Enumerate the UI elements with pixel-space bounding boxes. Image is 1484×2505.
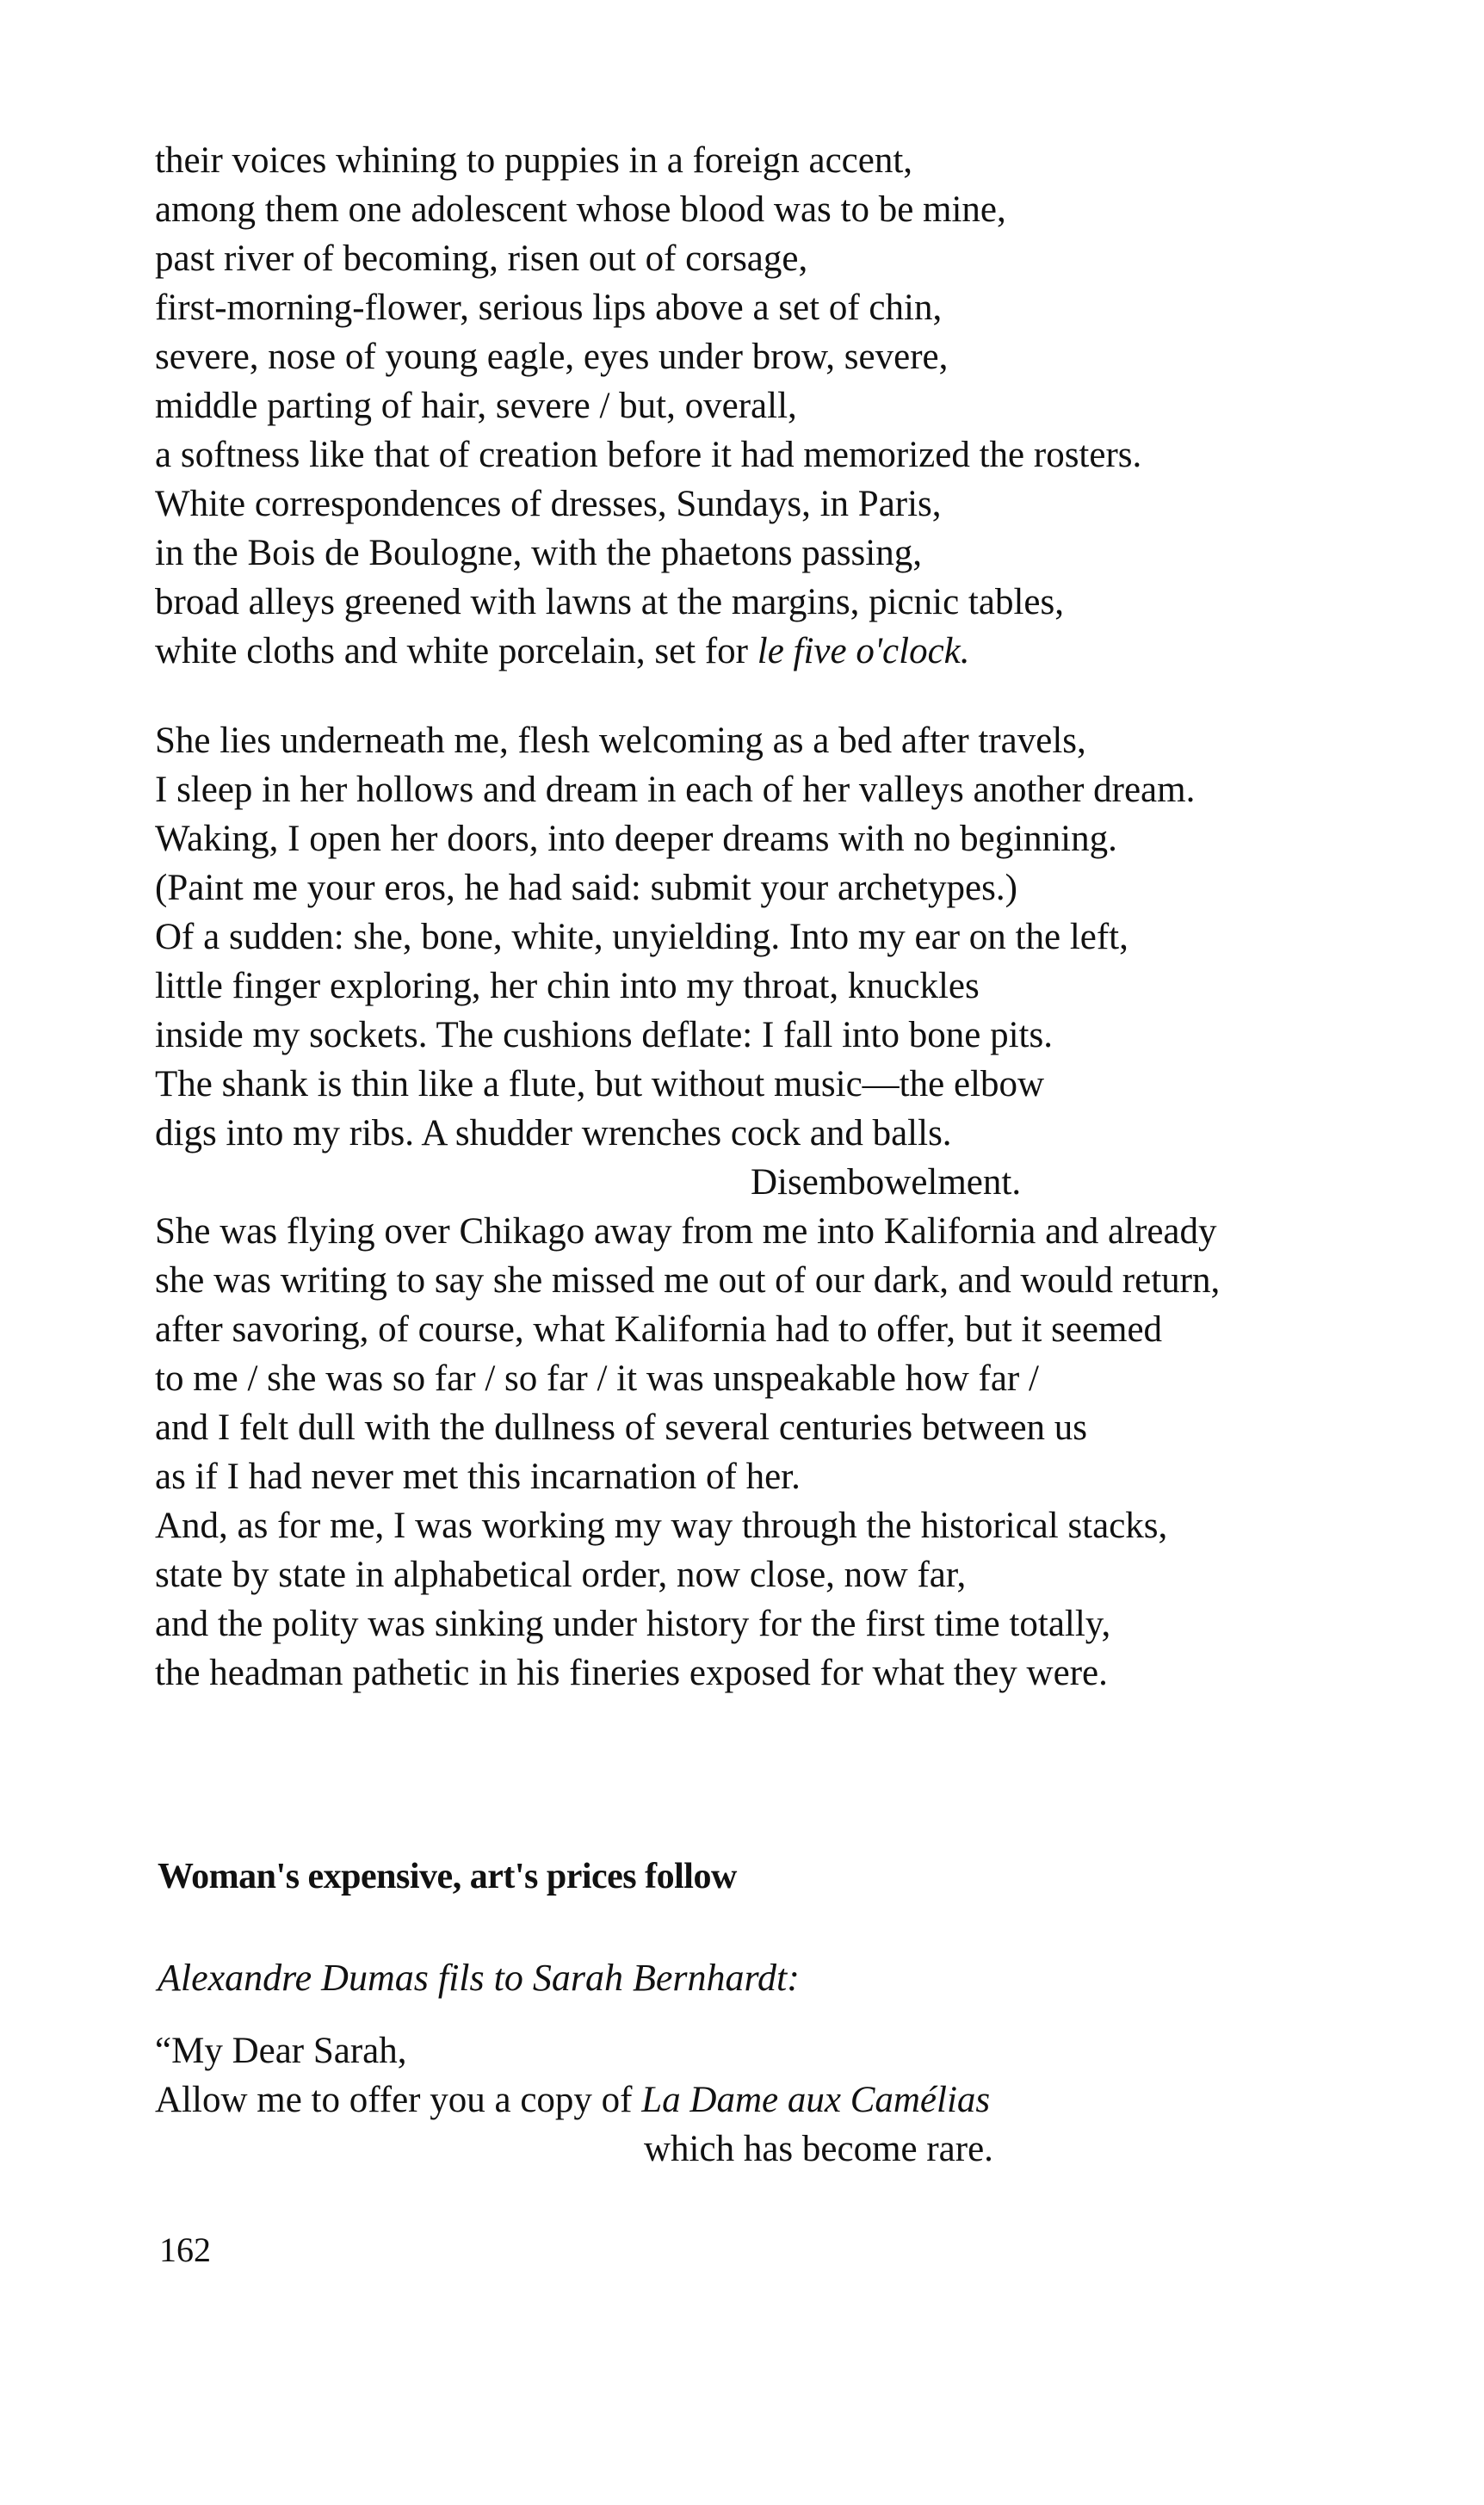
page-number: 162 — [159, 2230, 211, 2269]
poem-line: middle parting of hair, severe / but, overall, — [155, 386, 797, 426]
poem-line: She lies underneath me, flesh welcoming as a bed after travels, — [155, 721, 1086, 761]
letter-line-text: Allow me to offer you a copy of — [155, 2080, 642, 2120]
poem-line: severe, nose of young eagle, eyes under brow, severe, — [155, 337, 949, 377]
poem-line: inside my sockets. The cushions deflate: I fall into bone pits. — [155, 1015, 1053, 1055]
poem-line: (Paint me your eros, he had said: submit your archetypes.) — [155, 868, 1017, 908]
poem-line: after savoring, of course, what Kalifornia had to offer, but it seemed — [155, 1309, 1163, 1350]
poem-line: their voices whining to puppies in a foreign accent, — [155, 140, 913, 181]
letter-line — [155, 2075, 990, 2125]
poem-line: and I felt dull with the dullness of several centuries between us — [155, 1407, 1088, 1448]
poem-line: a softness like that of creation before it had memorized the rosters. — [155, 435, 1142, 475]
poem-line: past river of becoming, risen out of corsage, — [155, 238, 808, 279]
poem-line: first-morning-flower, serious lips above a set of chin, — [155, 288, 943, 328]
poem-line: the headman pathetic in his fineries exposed for what they were. — [155, 1653, 1108, 1693]
poem-line: Waking, I open her doors, into deeper dreams with no beginning. — [155, 819, 1117, 859]
poem-line: to me / she was so far / so far / it was unspeakable how far / — [155, 1358, 1039, 1399]
section-heading: Woman's expensive, art's prices follow — [158, 1857, 737, 1896]
poem-line: digs into my ribs. A shudder wrenches cock and balls. — [155, 1113, 952, 1154]
poem-line: White correspondences of dresses, Sundays, in Paris, — [155, 484, 942, 524]
letter-attribution: Alexandre Dumas fils to Sarah Bernhardt: — [158, 1957, 800, 1999]
poem-line: in the Bois de Boulogne, with the phaetons passing, — [155, 533, 922, 573]
poem-line-italic: le five o'clock. — [757, 631, 970, 671]
poem-line: little finger exploring, her chin into my throat, knuckles — [155, 966, 980, 1006]
poem-line: she was writing to say she missed me out of our dark, and would return, — [155, 1260, 1221, 1301]
poem-line: and the polity was sinking under history for the first time totally, — [155, 1604, 1111, 1644]
poem-line: state by state in alphabetical order, now close, now far, — [155, 1555, 967, 1595]
poem-line: among them one adolescent whose blood was to be mine, — [155, 189, 1006, 230]
poem-line: The shank is thin like a flute, but without music—the elbow — [155, 1064, 1045, 1104]
poem-line: I sleep in her hollows and dream in each of her valleys another dream. — [155, 770, 1196, 810]
poem-line — [155, 627, 970, 677]
poem-line: She was flying over Chikago away from me into Kalifornia and already — [155, 1211, 1217, 1252]
poem-line: broad alleys greened with lawns at the margins, picnic tables, — [155, 582, 1064, 622]
letter-salutation: “My Dear Sarah, — [155, 2031, 407, 2071]
poem-line: And, as for me, I was working my way through the historical stacks, — [155, 1506, 1168, 1546]
poem-line-indented: Disembowelment. — [751, 1162, 1022, 1203]
book-title: La Dame aux Camélias — [641, 2080, 991, 2120]
poem-line: as if I had never met this incarnation of her. — [155, 1457, 801, 1497]
letter-line-indented: which has become rare. — [644, 2129, 993, 2169]
poem-line: Of a sudden: she, bone, white, unyielding. Into my ear on the left, — [155, 917, 1128, 957]
poem-line-text: white cloths and white porcelain, set for — [155, 631, 757, 671]
